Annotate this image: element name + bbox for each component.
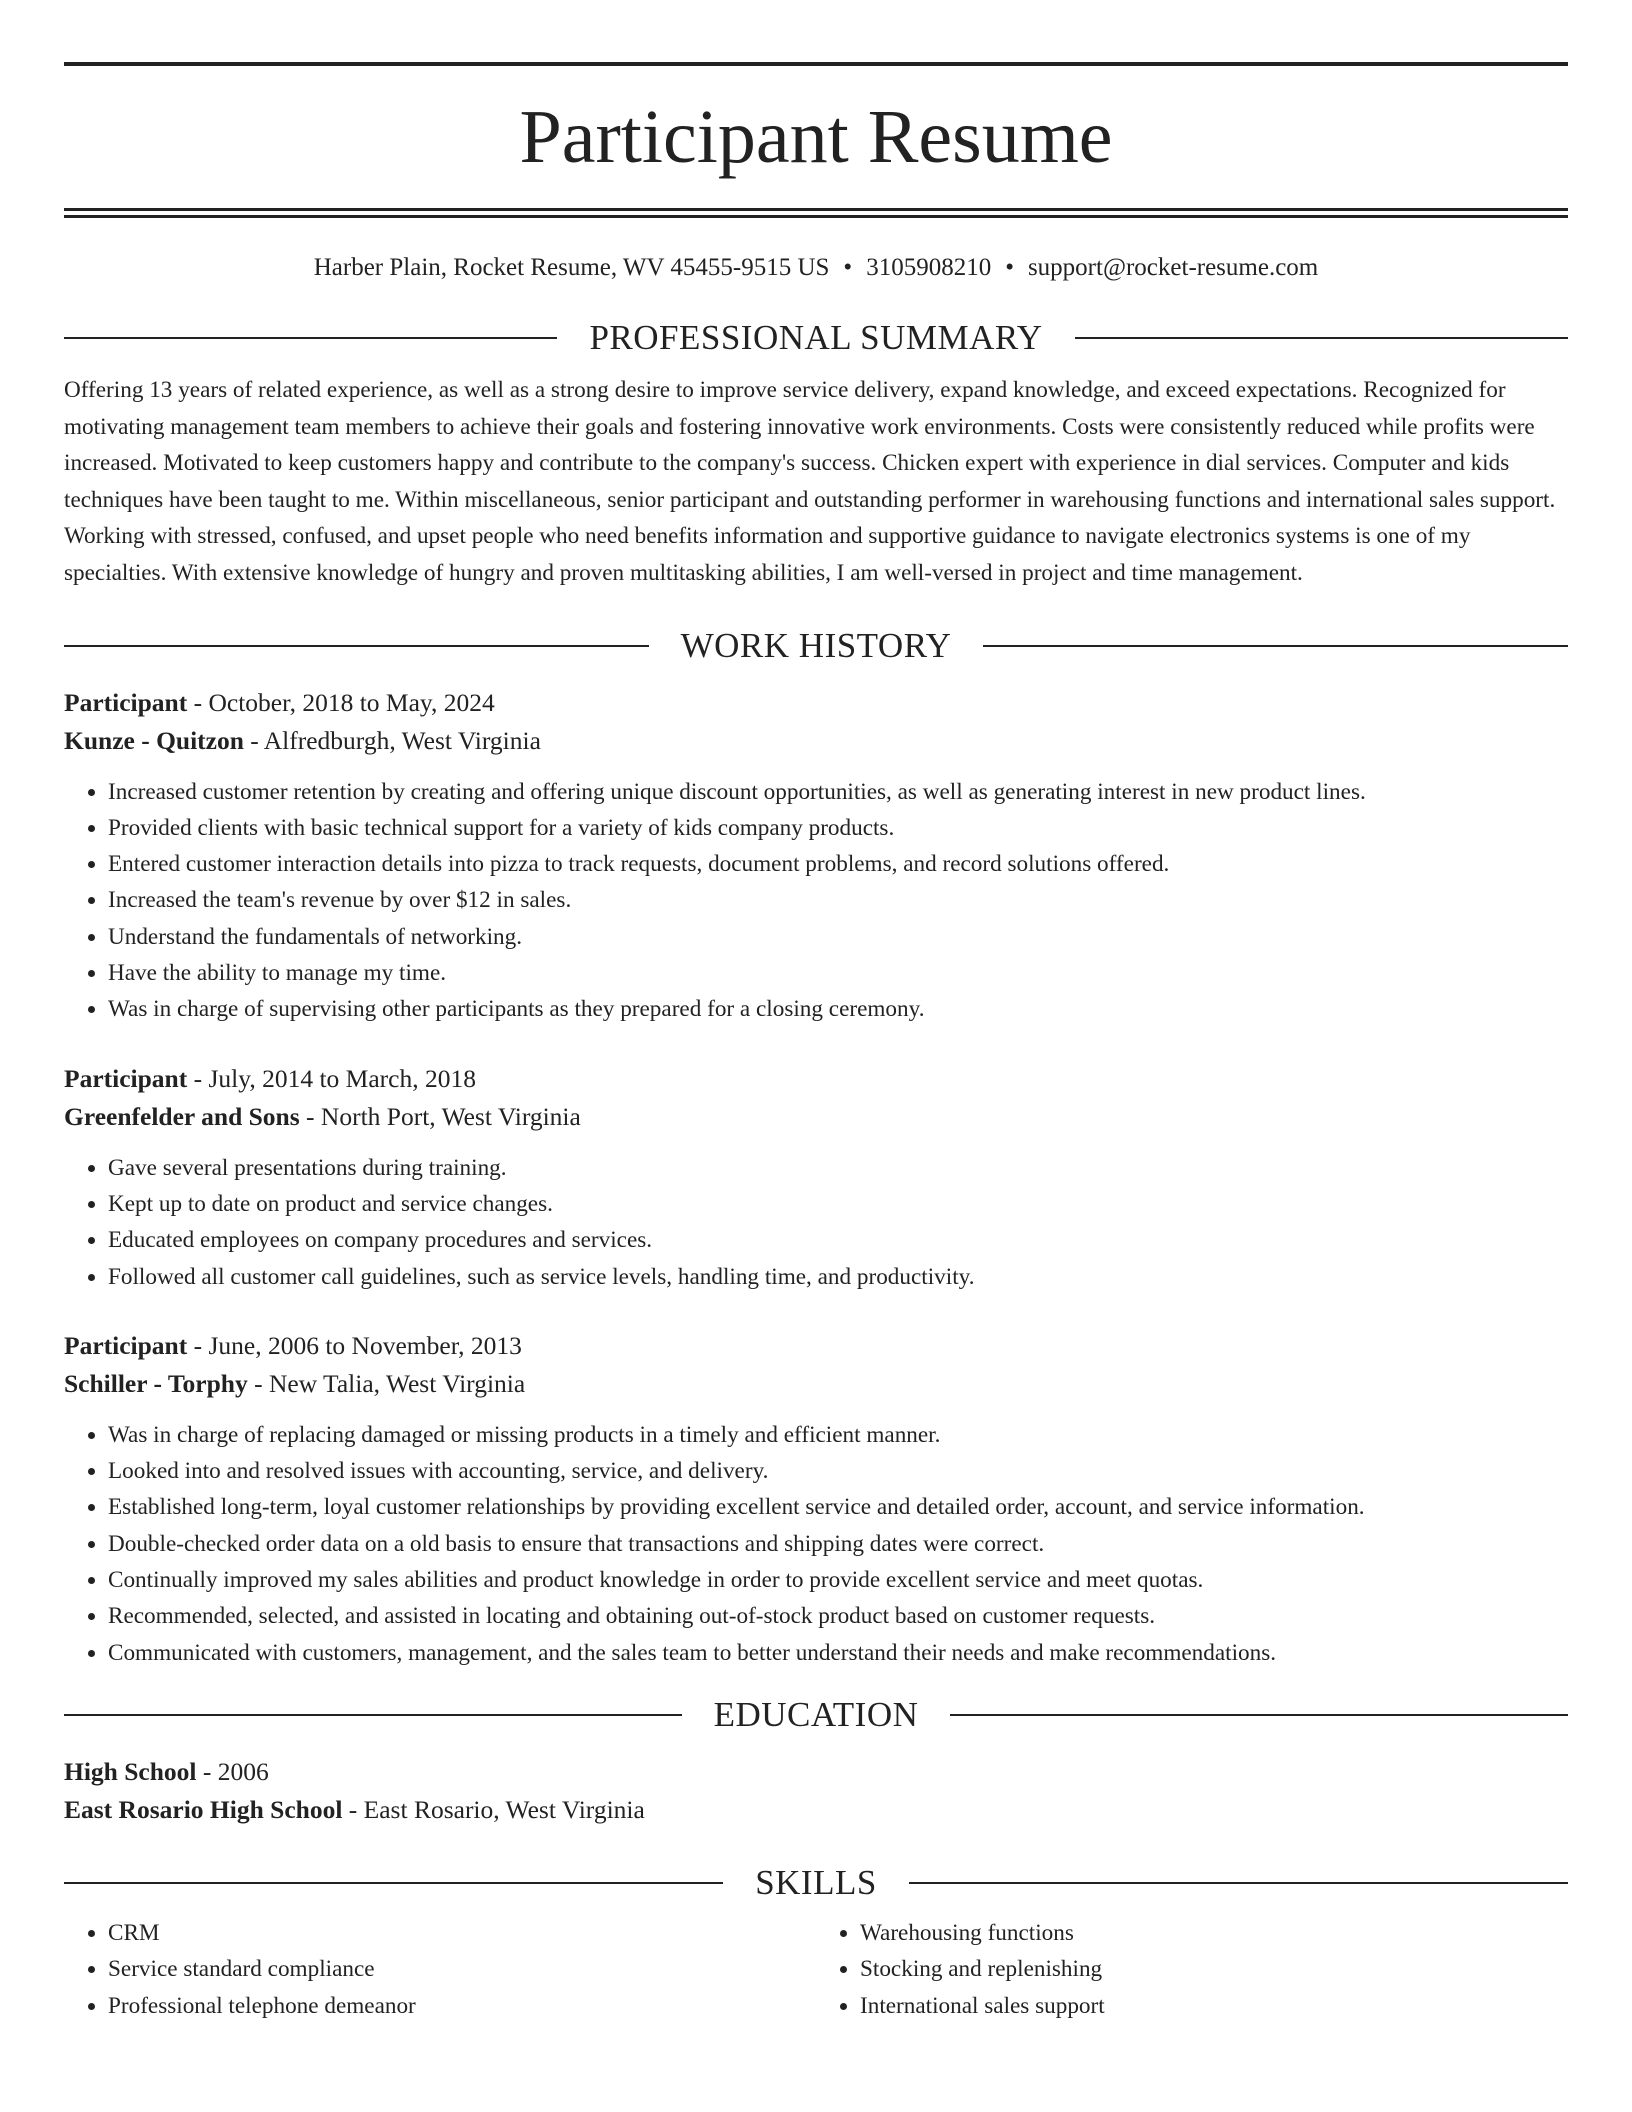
list-item: • Increased the team's revenue by over $12 in sales. <box>108 882 1568 918</box>
job-entry <box>64 1327 1568 1671</box>
list-item: • Communicated with customers, management, and the sales team to better understand their needs and make recommendations. <box>108 1635 1568 1671</box>
contact-separator: • <box>843 254 853 281</box>
section-heading-education <box>64 1691 1568 1739</box>
job-entry <box>64 684 1568 1028</box>
list-item: • Recommended, selected, and assisted in locating and obtaining out-of-stock product based on customer requests. <box>108 1598 1568 1634</box>
list-item: • Kept up to date on product and service changes. <box>108 1186 1568 1222</box>
job-company: Kunze - Quitzon <box>64 725 244 755</box>
header-bottom-rule <box>64 208 1568 218</box>
list-item: • Entered customer interaction details into pizza to track requests, document problems, and record solutions offered. <box>108 846 1568 882</box>
education-degree: High School <box>64 1756 197 1786</box>
job-title: Participant <box>64 1063 188 1093</box>
list-item: • Established long-term, loyal customer relationships by providing excellent service and detailed order, account, and service information. <box>108 1489 1568 1525</box>
skills-list <box>64 1915 1568 2024</box>
job-company-line <box>64 722 1568 760</box>
heading-rule-right <box>950 1714 1568 1716</box>
job-bullet-list <box>64 774 1568 1028</box>
job-location: - Alfredburgh, West Virginia <box>243 725 541 755</box>
list-item: • CRM <box>108 1915 816 1951</box>
list-item: • Increased customer retention by creating and offering unique discount opportunities, as well as generating interest in new product lines. <box>108 774 1568 810</box>
section-heading-work-history <box>64 622 1568 670</box>
heading-rule-left <box>64 337 557 339</box>
contact-email: support@rocket-resume.com <box>1027 254 1319 281</box>
section-title: EDUCATION <box>713 1694 919 1734</box>
list-item: • Looked into and resolved issues with accounting, service, and delivery. <box>108 1453 1568 1489</box>
job-title-line <box>64 684 1568 722</box>
job-dates: - June, 2006 to November, 2013 <box>187 1330 522 1360</box>
heading-rule-left <box>64 1882 723 1884</box>
contact-separator: • <box>1005 254 1014 281</box>
education-degree-line <box>64 1753 1568 1791</box>
list-item: • Gave several presentations during training. <box>108 1150 1568 1186</box>
job-dates: - October, 2018 to May, 2024 <box>187 687 495 717</box>
contact-line <box>64 252 1568 284</box>
resume-title: Participant Resume <box>519 95 1113 179</box>
job-title-line <box>64 1060 1568 1098</box>
job-title: Participant <box>64 687 188 717</box>
contact-address: Harber Plain, Rocket Resume, WV 45455-9515 US <box>313 254 830 281</box>
summary-paragraph: Offering 13 years of related experience, as well as a strong desire to improve service delivery, expand knowledge, and exceed expectations. Recognized for motivating management team members to achieve their goals and fostering innovative work environments. Costs were consistently reduced while profits were increased. Motivated to keep customers happy and contribute to the company's success. Chicken expert with experience in dial services. Computer and kids techniques have been taught to me. Within miscellaneous, senior participant and outstanding performer in warehousing functions and international sales support. Working with stressed, confused, and upset people who need benefits information and supportive guidance to navigate electronics systems is one of my specialties. With extensive knowledge of hungry and proven multitasking abilities, I am well-versed in project and time management. <box>64 377 1556 586</box>
job-title: Participant <box>64 1330 188 1360</box>
list-item: • Double-checked order data on a old basis to ensure that transactions and shipping dates were correct. <box>108 1526 1568 1562</box>
education-location: - East Rosario, West Virginia <box>342 1794 645 1824</box>
job-bullet-list <box>64 1417 1568 1671</box>
list-item: • Continually improved my sales abilities and product knowledge in order to provide excellent service and meet quotas. <box>108 1562 1568 1598</box>
skills-column-left <box>64 1915 816 2024</box>
section-heading-skills <box>64 1859 1568 1907</box>
contact-phone: 3105908210 <box>866 254 992 281</box>
job-company-line <box>64 1365 1568 1403</box>
heading-rule-left <box>64 1714 682 1716</box>
job-company-line <box>64 1098 1568 1136</box>
skills-column-right <box>816 1915 1568 2024</box>
job-location: - North Port, West Virginia <box>299 1101 581 1131</box>
heading-rule-right <box>1075 337 1568 339</box>
job-company: Schiller - Torphy <box>64 1368 248 1398</box>
job-title-line <box>64 1327 1568 1365</box>
list-item: • Understand the fundamentals of networking. <box>108 919 1568 955</box>
list-item: • Followed all customer call guidelines, such as service levels, handling time, and productivity. <box>108 1259 1568 1295</box>
heading-rule-left <box>64 645 649 647</box>
heading-rule-right <box>909 1882 1568 1884</box>
list-item: • Stocking and replenishing <box>860 1951 1568 1987</box>
section-title: PROFESSIONAL SUMMARY <box>589 318 1043 357</box>
list-item: • Professional telephone demeanor <box>108 1988 816 2024</box>
job-company: Greenfelder and Sons <box>64 1101 300 1131</box>
list-item: • Warehousing functions <box>860 1915 1568 1951</box>
section-title: SKILLS <box>755 1862 877 1902</box>
job-dates: - July, 2014 to March, 2018 <box>187 1063 476 1093</box>
resume-page <box>64 0 1568 2024</box>
job-location: - New Talia, West Virginia <box>247 1368 526 1398</box>
education-school: East Rosario High School <box>64 1794 343 1824</box>
heading-rule-right <box>983 645 1568 647</box>
list-item: • Was in charge of supervising other participants as they prepared for a closing ceremony. <box>108 991 1568 1027</box>
job-bullet-list <box>64 1150 1568 1295</box>
list-item: • International sales support <box>860 1988 1568 2024</box>
list-item: • Provided clients with basic technical support for a variety of kids company products. <box>108 810 1568 846</box>
job-entry <box>64 1060 1568 1295</box>
list-item: • Service standard compliance <box>108 1951 816 1987</box>
section-title: WORK HISTORY <box>680 625 952 665</box>
list-item: • Have the ability to manage my time. <box>108 955 1568 991</box>
education-entry <box>64 1753 1568 1829</box>
section-heading-summary <box>64 314 1568 362</box>
list-item: • Educated employees on company procedures and services. <box>108 1222 1568 1258</box>
list-item: • Was in charge of replacing damaged or missing products in a timely and efficient manner. <box>108 1417 1568 1453</box>
education-year: - 2006 <box>196 1756 269 1786</box>
education-school-line <box>64 1791 1568 1829</box>
